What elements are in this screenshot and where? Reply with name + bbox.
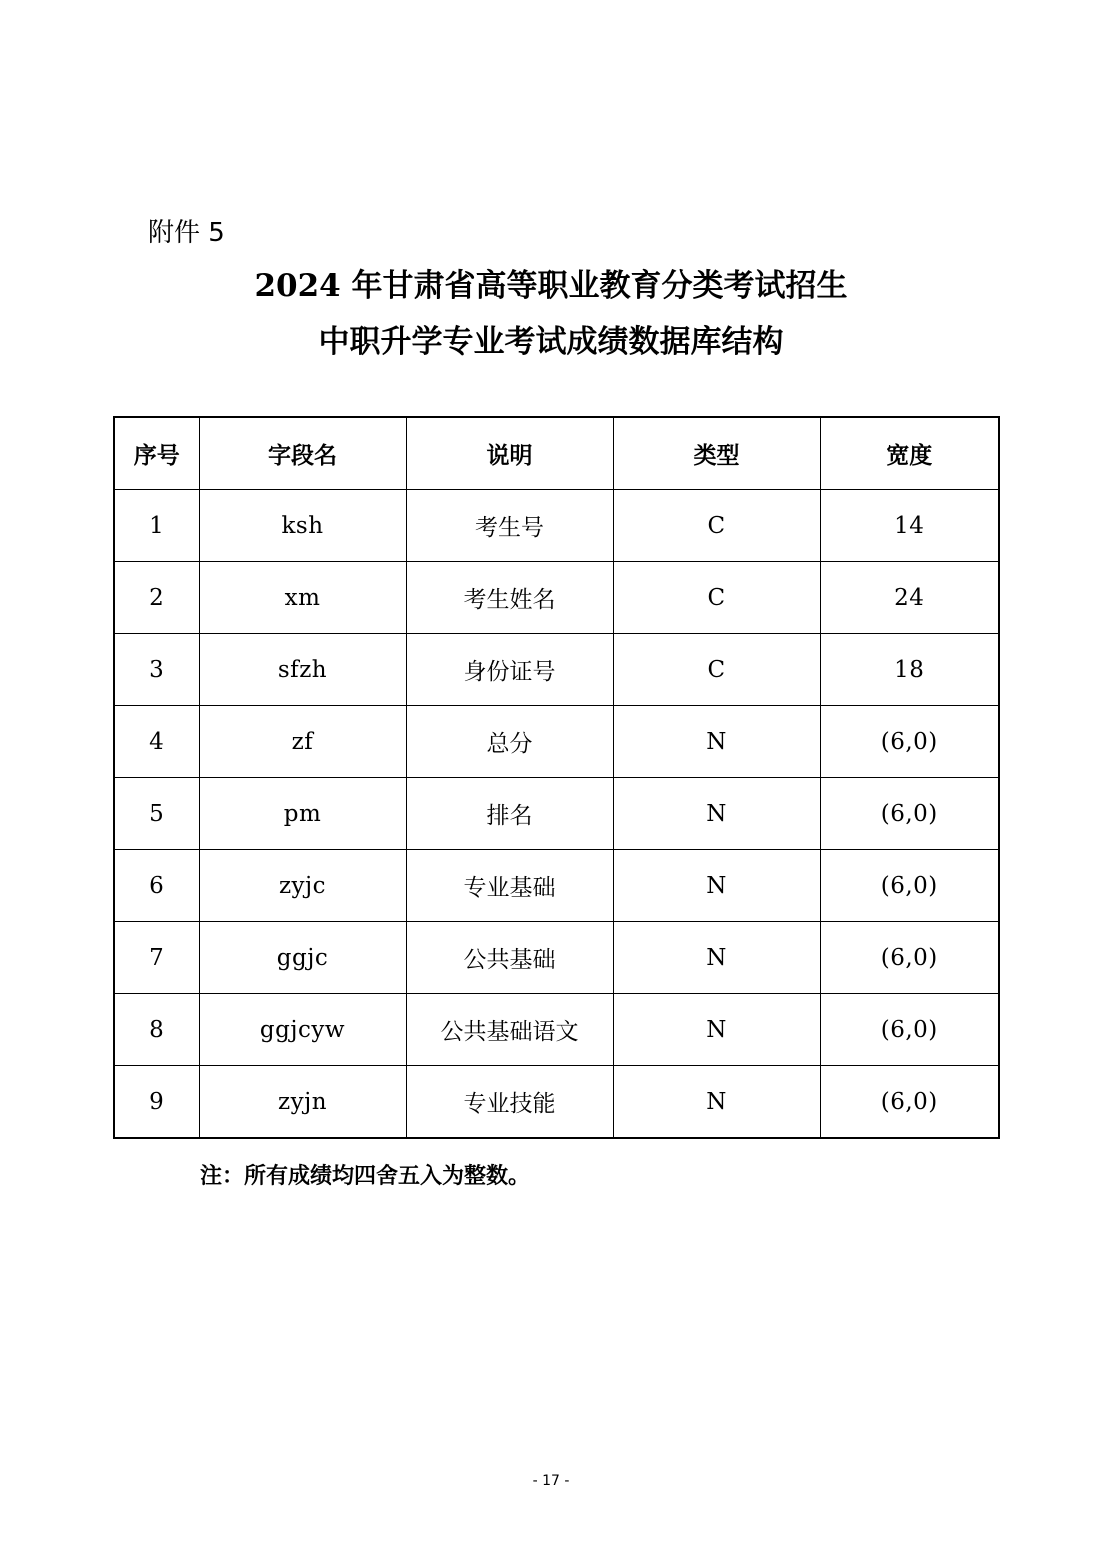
cell-no: 3 — [114, 634, 199, 706]
cell-desc: 专业基础 — [406, 850, 613, 922]
cell-type: N — [613, 1066, 820, 1139]
cell-field: ksh — [199, 490, 406, 562]
cell-type: C — [613, 490, 820, 562]
cell-field: sfzh — [199, 634, 406, 706]
cell-width: (6,0) — [820, 1066, 999, 1139]
cell-no: 9 — [114, 1066, 199, 1139]
cell-type: C — [613, 562, 820, 634]
cell-desc: 专业技能 — [406, 1066, 613, 1139]
cell-no: 7 — [114, 922, 199, 994]
header-description: 说明 — [406, 417, 613, 490]
cell-desc: 考生号 — [406, 490, 613, 562]
cell-width: 14 — [820, 490, 999, 562]
cell-width: 18 — [820, 634, 999, 706]
table-row — [114, 706, 999, 778]
cell-desc: 总分 — [406, 706, 613, 778]
cell-width: (6,0) — [820, 850, 999, 922]
table-row — [114, 634, 999, 706]
attachment-label: 附件 5 — [148, 218, 225, 248]
header-no: 序号 — [114, 417, 199, 490]
cell-type: N — [613, 706, 820, 778]
cell-no: 6 — [114, 850, 199, 922]
table-row — [114, 562, 999, 634]
cell-desc: 公共基础语文 — [406, 994, 613, 1066]
cell-field: pm — [199, 778, 406, 850]
cell-field: ggjcyw — [199, 994, 406, 1066]
header-field-name: 字段名 — [199, 417, 406, 490]
cell-type: N — [613, 778, 820, 850]
cell-desc: 排名 — [406, 778, 613, 850]
cell-no: 4 — [114, 706, 199, 778]
document-title-line-2: 中职升学专业考试成绩数据库结构 — [318, 324, 784, 360]
table-row — [114, 922, 999, 994]
page-number: - 17 - — [532, 1473, 570, 1489]
cell-no: 5 — [114, 778, 199, 850]
cell-field: xm — [199, 562, 406, 634]
cell-width: (6,0) — [820, 994, 999, 1066]
cell-width: (6,0) — [820, 706, 999, 778]
cell-type: N — [613, 994, 820, 1066]
cell-type: N — [613, 922, 820, 994]
cell-field: ggjc — [199, 922, 406, 994]
table-row — [114, 490, 999, 562]
header-type: 类型 — [613, 417, 820, 490]
cell-width: (6,0) — [820, 778, 999, 850]
cell-desc: 身份证号 — [406, 634, 613, 706]
cell-no: 2 — [114, 562, 199, 634]
cell-field: zyjc — [199, 850, 406, 922]
table-row — [114, 850, 999, 922]
table-row — [114, 778, 999, 850]
cell-field: zf — [199, 706, 406, 778]
cell-desc: 公共基础 — [406, 922, 613, 994]
cell-type: C — [613, 634, 820, 706]
table-header-row — [114, 417, 999, 490]
header-width: 宽度 — [820, 417, 999, 490]
cell-no: 1 — [114, 490, 199, 562]
database-structure-table — [113, 416, 1000, 1139]
table-row — [114, 1066, 999, 1139]
document-title-line-1: 2024 年甘肃省高等职业教育分类考试招生 — [254, 268, 848, 304]
footnote: 注：所有成绩均四舍五入为整数。 — [200, 1164, 531, 1189]
cell-no: 8 — [114, 994, 199, 1066]
table-row — [114, 994, 999, 1066]
cell-field: zyjn — [199, 1066, 406, 1139]
cell-type: N — [613, 850, 820, 922]
cell-desc: 考生姓名 — [406, 562, 613, 634]
cell-width: 24 — [820, 562, 999, 634]
cell-width: (6,0) — [820, 922, 999, 994]
